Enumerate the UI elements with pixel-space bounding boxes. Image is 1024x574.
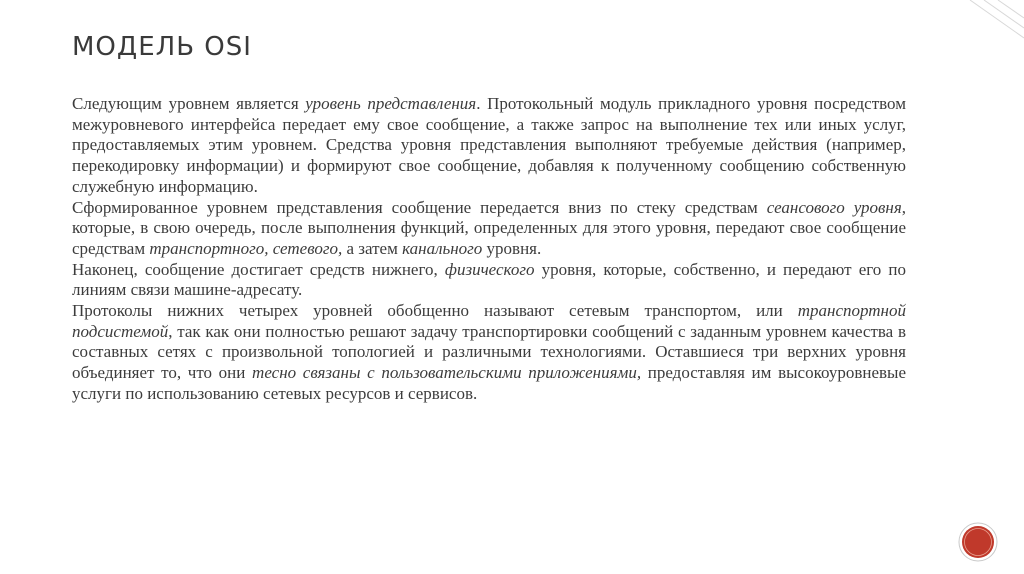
text-segment: уровня.	[482, 238, 542, 258]
text-segment: Сформированное уровнем представления сообщение передается вниз по стеку средствам	[72, 197, 767, 217]
emphasized-term: уровень представления	[305, 94, 477, 113]
text-segment: предоставляя им высокоуровневые услуги по использованию сетевых ресурсов и сервисов.	[72, 363, 906, 403]
paragraph	[72, 198, 906, 260]
emphasized-term: тесно связаны с пользовательскими приложениями,	[252, 363, 642, 383]
emphasized-term: транспортного, сетевого,	[149, 238, 343, 258]
slide-title: МОДЕЛЬ OSI	[72, 32, 252, 62]
text-segment: Наконец, сообщение достигает средств нижнего,	[72, 259, 445, 279]
text-segment: Протоколы нижних четырех уровней обобщенно называют сетевым транспортом, или	[72, 301, 798, 321]
text-segment: , так как они полностью решают задачу транспортировки сообщений с заданным уровнем качества в составных сетях с произвольной топологией и различными технологиями. Оставшиеся три верхних уровня объединяет то, что они	[72, 321, 906, 383]
emphasized-term: физического	[444, 259, 535, 279]
text-segment: , которые, в свою очередь, после выполнения функций, определенных для этого уровня, передают свое сообщение средствам	[72, 197, 906, 258]
text-segment: Следующим уровнем является	[72, 94, 306, 113]
paragraph	[72, 260, 906, 301]
corner-lines-decoration	[924, 0, 1024, 60]
paragraph	[72, 301, 906, 405]
text-segment: уровня, которые, собственно, и передают его по линиям связи машине-адресату.	[72, 259, 906, 300]
text-segment: а затем	[342, 238, 403, 258]
body-text	[72, 94, 906, 405]
paragraph	[72, 94, 906, 198]
text-segment: . Протокольный модуль прикладного уровня посредством межуровневого интерфейса передает ему свое сообщение, а также запрос на выполнение тех или иных услуг, предоставляемых этим уровнем. Средства уровня представления выполняют требуемые действия (например, перекодировку информации) и формируют свое сообщение, добавляя к полученному сообщению собственную служебную информацию.	[72, 94, 906, 196]
emphasized-term: транспортной подсистемой	[72, 301, 906, 341]
emphasized-term: сеансового уровня	[766, 197, 902, 217]
nav-circle-icon[interactable]	[958, 522, 998, 562]
emphasized-term: канального	[402, 238, 483, 258]
